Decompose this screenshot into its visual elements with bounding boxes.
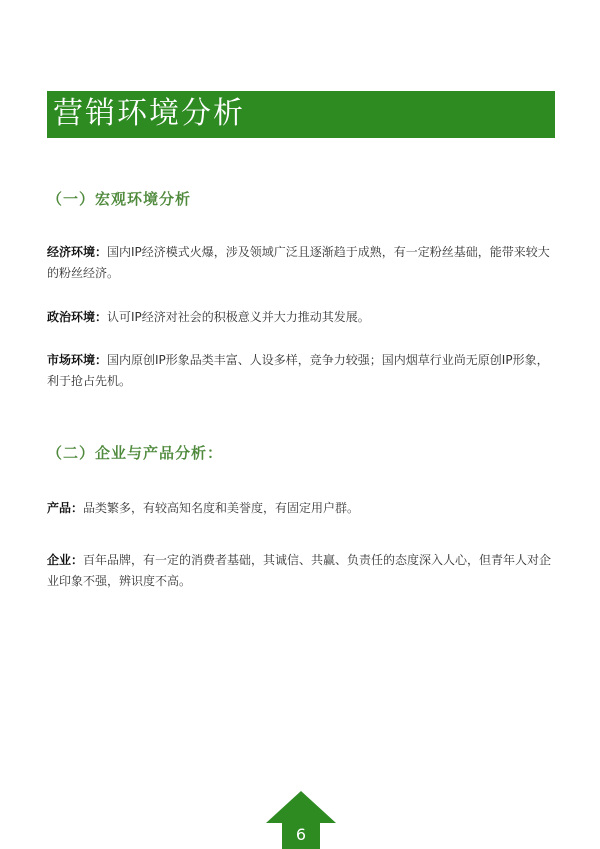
page-title: 营销环境分析 bbox=[53, 96, 245, 131]
paragraph-text: 百年品牌，有一定的消费者基础，其诚信、共赢、负责任的态度深入人心，但青年人对企业印象不强，辨识度不高。 bbox=[47, 553, 552, 588]
paragraph-enterprise bbox=[47, 550, 557, 592]
paragraph-text: 品类繁多，有较高知名度和美誉度，有固定用户群。 bbox=[83, 501, 360, 515]
page-number: 6 bbox=[295, 825, 307, 844]
section-heading-macro: （一）宏观环境分析 bbox=[47, 190, 192, 208]
paragraph-text: 国内原创IP形象品类丰富、人设多样，竞争力较强；国内烟草行业尚无原创IP形象，利于抢占先机。 bbox=[47, 353, 549, 388]
section-heading-enterprise: （二）企业与产品分析： bbox=[47, 444, 224, 462]
paragraph-text: 国内IP经济模式火爆，涉及领域广泛且逐渐趋于成熟，有一定粉丝基础，能带来较大的粉丝经济。 bbox=[47, 245, 550, 280]
paragraph-label: 经济环境： bbox=[47, 245, 108, 259]
page-number-marker bbox=[266, 789, 336, 849]
title-banner bbox=[47, 91, 555, 138]
paragraph-economic bbox=[47, 242, 557, 284]
paragraph-text: 认可IP经济对社会的积极意义并大力推动其发展。 bbox=[107, 310, 370, 324]
paragraph-label: 企业： bbox=[47, 553, 84, 567]
paragraph-label: 市场环境： bbox=[47, 353, 108, 367]
paragraph-political bbox=[47, 307, 557, 328]
paragraph-product bbox=[47, 498, 557, 519]
paragraph-market bbox=[47, 350, 557, 392]
paragraph-label: 产品： bbox=[47, 501, 84, 515]
paragraph-label: 政治环境： bbox=[47, 310, 108, 324]
